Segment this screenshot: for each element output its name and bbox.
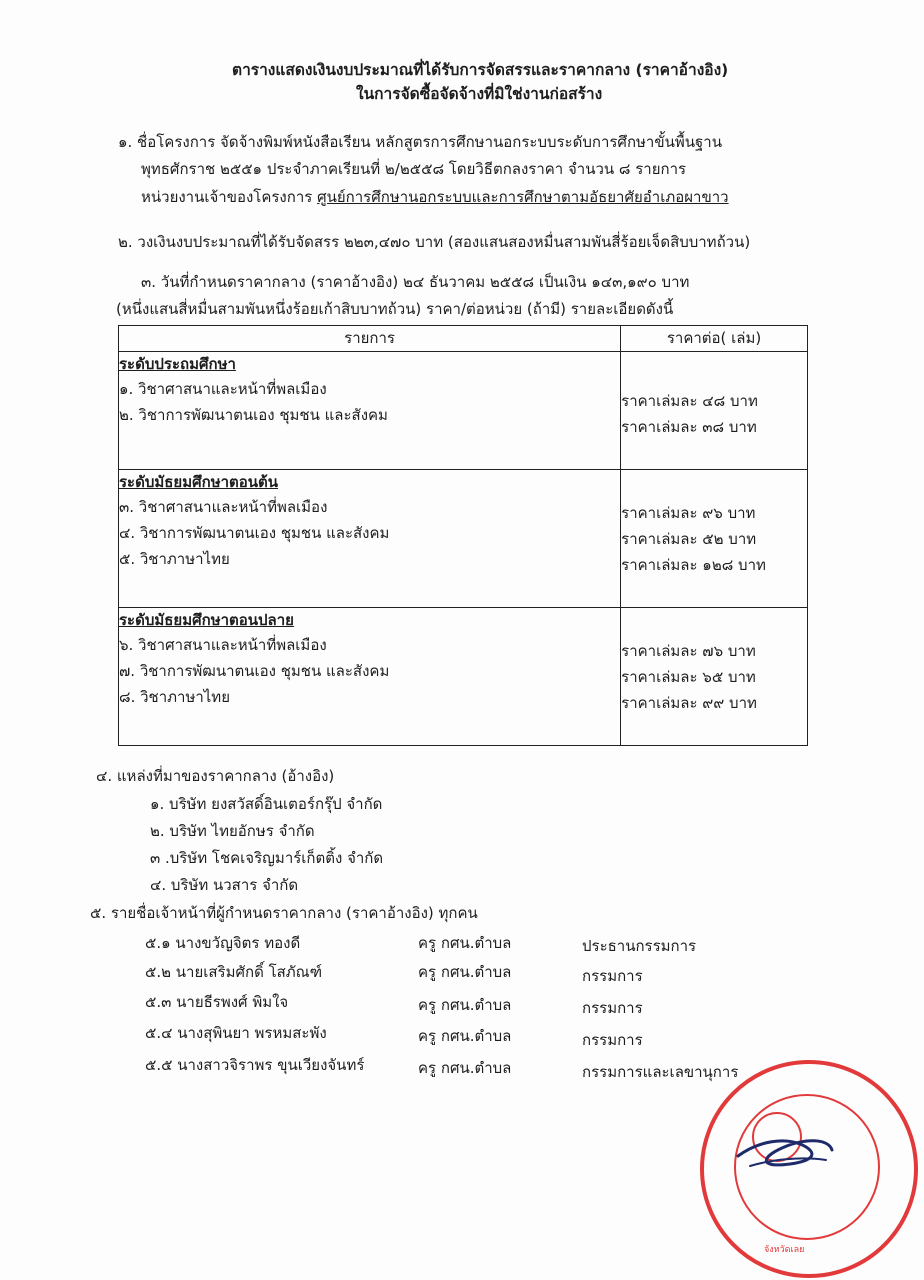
source-item: ๒. บริษัท ไทยอักษร จำกัด [150,822,315,840]
staff-role: ประธานกรรมการ [582,937,697,955]
staff-name: ๕.๕ นางสาวจิราพร ขุนเวียงจันทร์ [145,1056,365,1074]
staff-name: ๕.๒ นายเสริมศักดิ์ โสภัณฑ์ [145,963,323,981]
staff-position: ครู กศน.ตำบล [418,963,512,981]
price-value: ราคาเล่มละ ๕๒ บาท [621,530,757,548]
source-item: ๑. บริษัท ยงสวัสดิ์อินเตอร์กรุ๊ป จำกัด [150,795,383,813]
list-item: ๗. วิชาการพัฒนาตนเอง ชุมชน และสังคม [119,662,390,680]
list-item: ๔. วิชาการพัฒนาตนเอง ชุมชน และสังคม [119,524,390,542]
staff-position: ครู กศน.ตำบล [418,1027,512,1045]
level-heading: ระดับมัธยมศึกษาตอนต้น [119,473,279,491]
staff-position: ครู กศน.ตำบล [418,1059,512,1077]
staff-name: ๕.๔ นางสุพินยา พรหมสะพัง [145,1024,327,1042]
price-table-header [119,326,808,352]
price-cell [621,470,808,608]
level-heading: ระดับประถมศึกษา [119,355,236,373]
handwritten-signature-icon [730,1120,840,1180]
sources-heading: ๔. แหล่งที่มาของราคากลาง (อ้างอิง) [96,767,335,785]
items-cell [119,352,621,470]
staff-role: กรรมการ [582,1031,643,1049]
list-item: ๑. วิชาศาสนาและหน้าที่พลเมือง [119,380,327,398]
project-owner-label: หน่วยงานเจ้าของโครงการ [141,188,313,206]
reference-date-line: ๓. วันที่กำหนดราคากลาง (ราคาอ้างอิง) ๒๔ ธันวาคม ๒๕๕๘ เป็นเงิน ๑๔๓,๑๙๐ บาท [141,273,690,291]
staff-position: ครู กศน.ตำบล [418,996,512,1014]
list-item: ๘. วิชาภาษาไทย [119,688,230,706]
table-row [119,352,808,470]
price-value: ราคาเล่มละ ๑๒๘ บาท [621,556,766,574]
staff-role: กรรมการและเลขานุการ [582,1063,739,1081]
items-column-header: รายการ [119,326,621,352]
project-owner-line [141,187,729,207]
price-value: ราคาเล่มละ ๙๖ บาท [621,504,756,522]
project-owner-value: ศูนย์การศึกษานอกระบบและการศึกษาตามอัธยาศัยอำเภอผาขาว [317,188,729,206]
price-value: ราคาเล่มละ ๓๘ บาท [621,418,757,436]
price-cell [621,352,808,470]
list-item: ๒. วิชาการพัฒนาตนเอง ชุมชน และสังคม [119,406,388,424]
list-item: ๖. วิชาศาสนาและหน้าที่พลเมือง [119,636,327,654]
price-value: ราคาเล่มละ ๖๕ บาท [621,668,756,686]
budget-line: ๒. วงเงินงบประมาณที่ได้รับจัดสรร ๒๒๓,๔๗๐ บาท (สองแสนสองหมื่นสามพันสี่ร้อยเจ็ดสิบบาทถ้วน) [118,233,751,251]
price-table [118,325,808,746]
level-heading: ระดับมัธยมศึกษาตอนปลาย [119,611,294,629]
price-value: ราคาเล่มละ ๔๘ บาท [621,392,758,410]
document-title-line1: ตารางแสดงเงินงบประมาณที่ได้รับการจัดสรรและราคากลาง (ราคาอ้างอิง) [232,61,729,79]
items-cell [119,608,621,746]
document-title-line2: ในการจัดซื้อจัดจ้างที่มิใช่งานก่อสร้าง [356,85,603,103]
list-item: ๓. วิชาศาสนาและหน้าที่พลเมือง [119,498,328,516]
project-name-line2: พุทธศักราช ๒๕๕๑ ประจำภาคเรียนที่ ๒/๒๕๕๘ โดยวิธีตกลงราคา จำนวน ๘ รายการ [141,160,687,178]
source-item: ๓ .บริษัท โชคเจริญมาร์เก็ตติ้ง จำกัด [150,849,384,867]
project-name-line1: ๑. ชื่อโครงการ จัดจ้างพิมพ์หนังสือเรียน หลักสูตรการศึกษานอกระบบระดับการศึกษาขั้นพื้นฐาน [118,133,722,151]
table-row [119,608,808,746]
staff-position: ครู กศน.ตำบล [418,934,512,952]
price-value: ราคาเล่มละ ๗๖ บาท [621,642,756,660]
table-row [119,470,808,608]
items-cell [119,470,621,608]
staff-name: ๕.๑ นางขวัญจิตร ทองดี [145,934,301,952]
source-item: ๔. บริษัท นวสาร จำกัด [150,876,299,894]
list-item: ๕. วิชาภาษาไทย [119,550,230,568]
price-column-header: ราคาต่อ( เล่ม) [621,326,808,352]
staff-heading: ๕. รายชื่อเจ้าหน้าที่ผู้กำหนดราคากลาง (ราคาอ้างอิง) ทุกคน [90,904,478,922]
price-value: ราคาเล่มละ ๙๙ บาท [621,694,757,712]
staff-role: กรรมการ [582,999,643,1017]
staff-name: ๕.๓ นายธีรพงศ์ พิมใจ [145,993,289,1011]
price-cell [621,608,808,746]
reference-amount-line: (หนึ่งแสนสี่หมื่นสามพันหนึ่งร้อยเก้าสิบบาทถ้วน) ราคา/ต่อหน่วย (ถ้ามี) รายละเอียดดังนี้ [116,300,674,318]
seal-text: จังหวัดเลย [764,1245,805,1255]
staff-role: กรรมการ [582,967,643,985]
